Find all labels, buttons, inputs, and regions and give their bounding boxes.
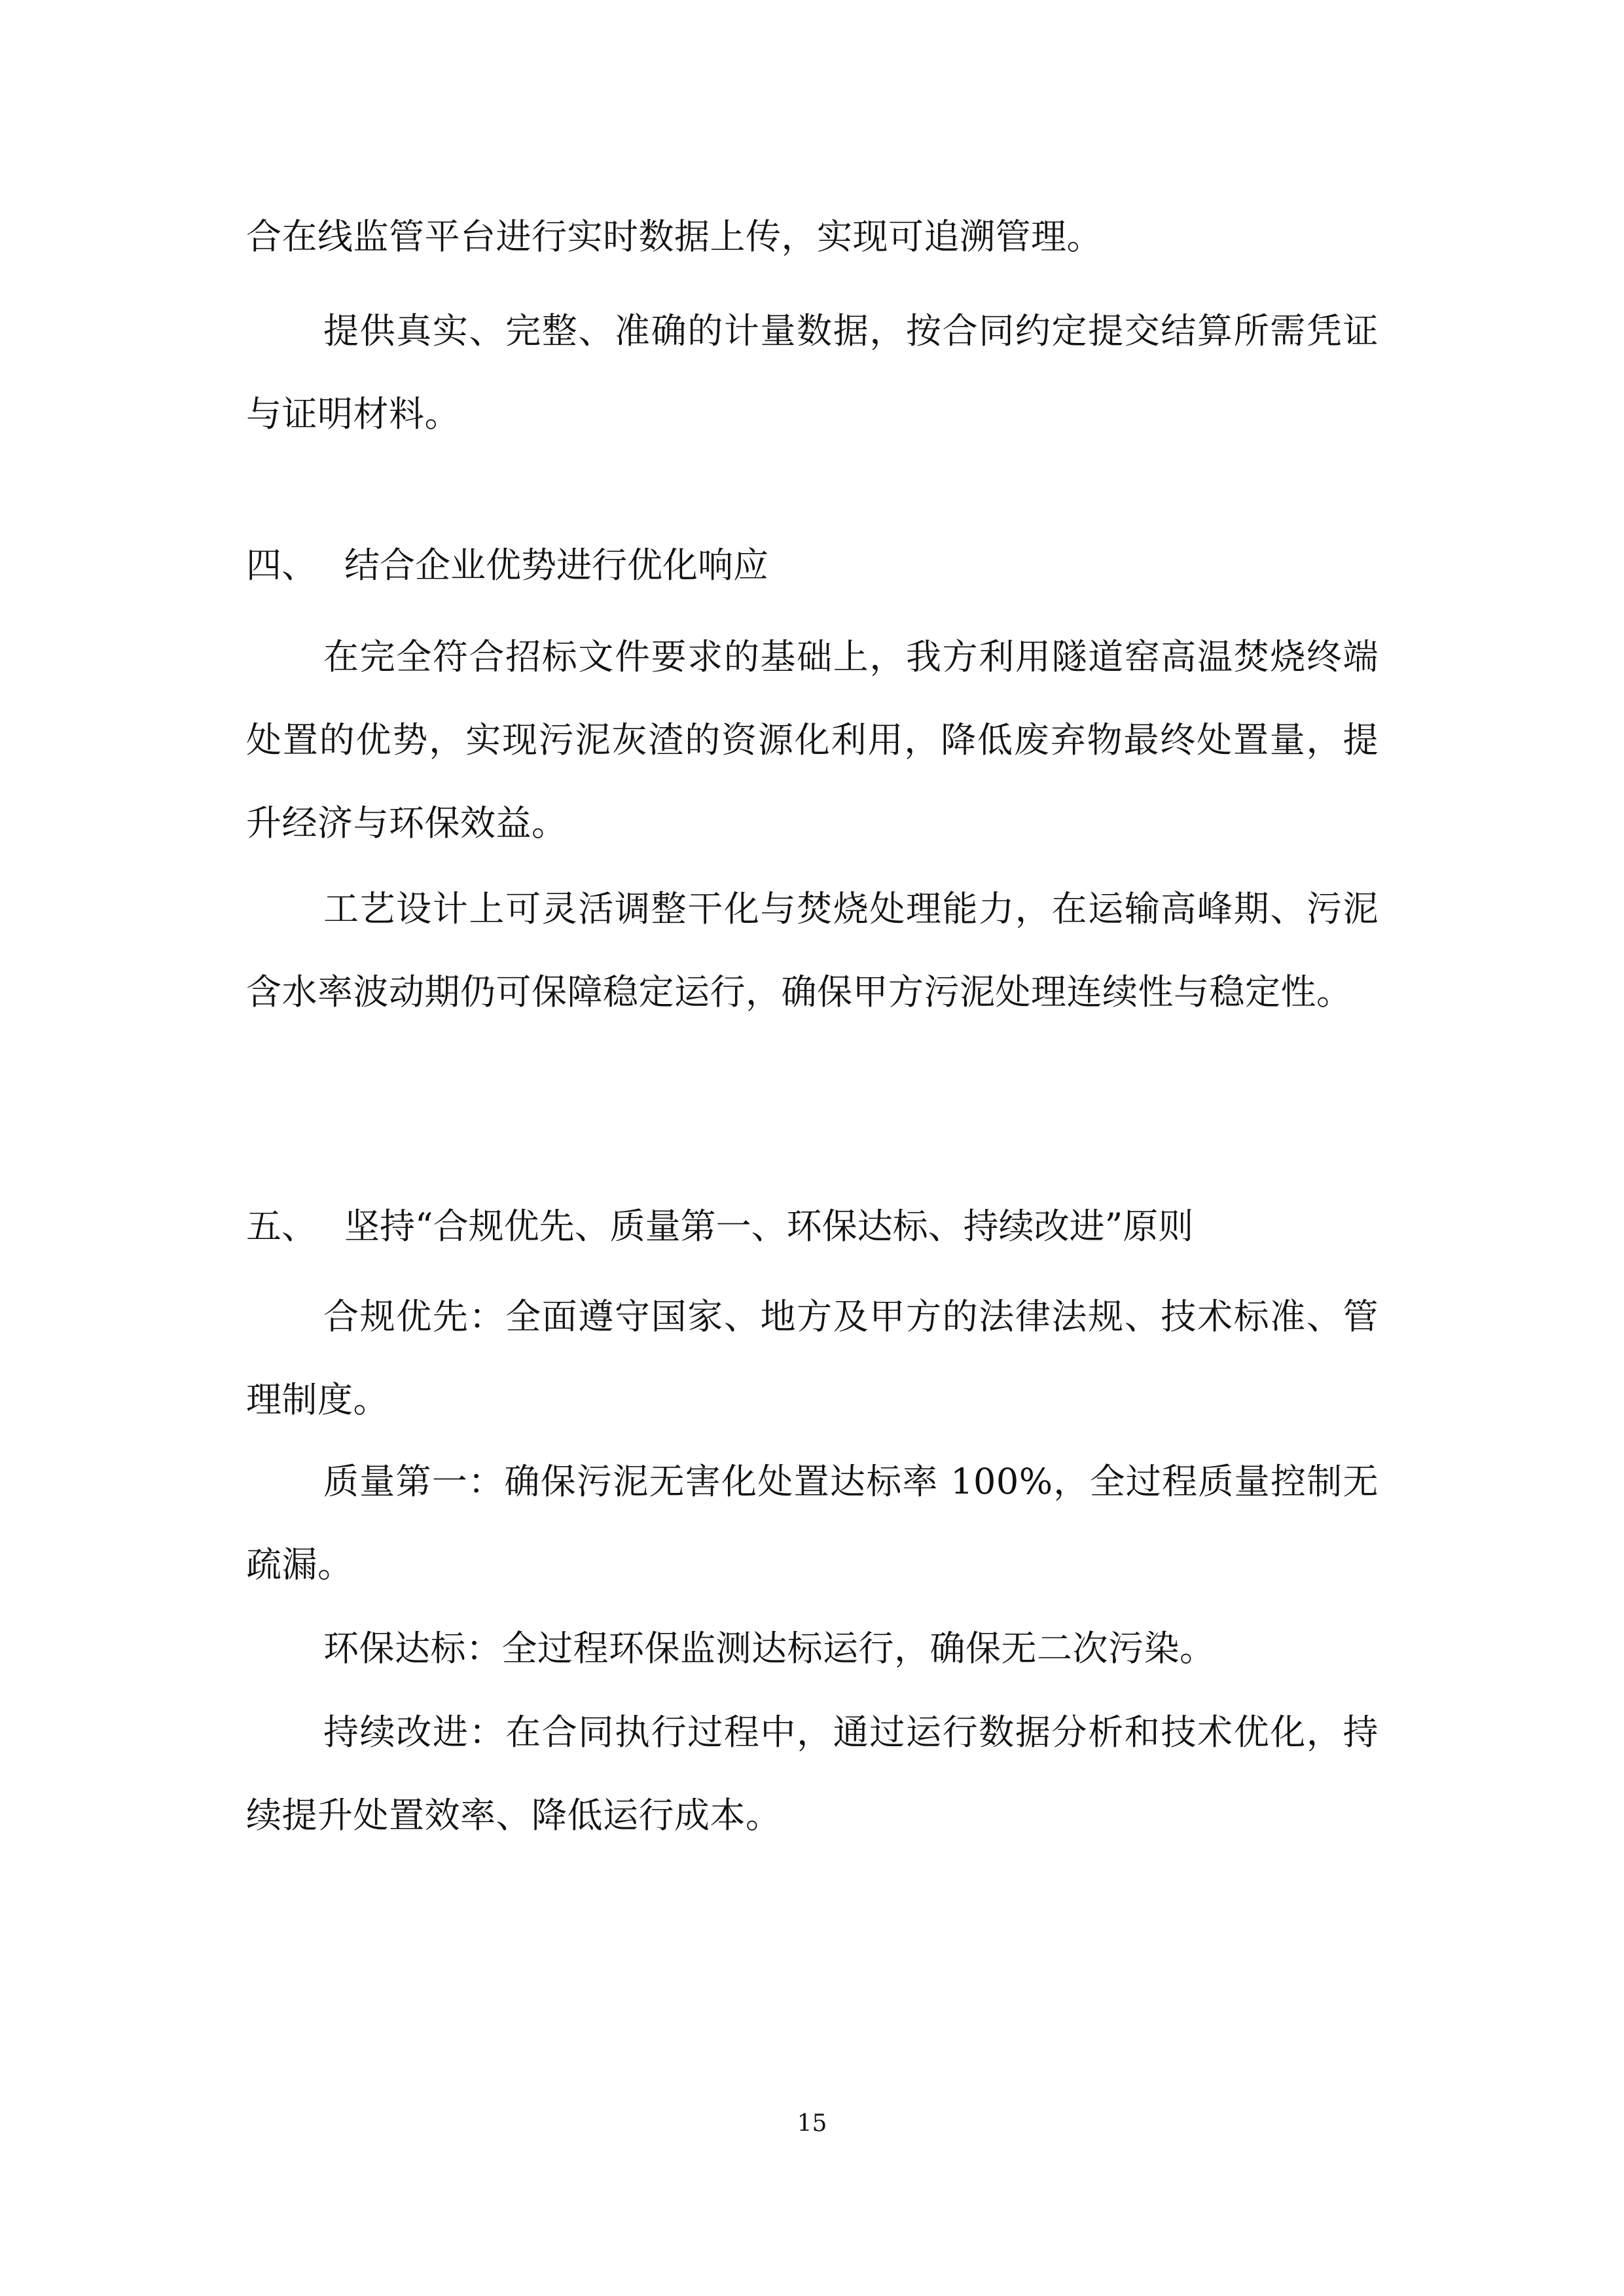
paragraph-continuous-improvement: 持续改进：在合同执行过程中，通过运行数据分析和技术优化，持续提升处置效率、降低运行成本。: [246, 1712, 1379, 1836]
paragraph-resource-utilization: 在完全符合招标文件要求的基础上，我方利用隧道窑高温焚烧终端处置的优势，实现污泥灰渣的资源化利用，降低废弃物最终处置量，提升经济与环保效益。: [246, 636, 1379, 844]
paragraph-realtime-upload: 合在线监管平台进行实时数据上传，实现可追溯管理。: [246, 216, 1102, 257]
section-heading-5: [246, 1185, 1193, 1268]
paragraph-quality-first: 质量第一：确保污泥无害化处置达标率 100%，全过程质量控制无疏漏。: [246, 1461, 1379, 1585]
section-heading-4: [246, 524, 768, 607]
paragraph-compliance-first: 合规优先：全面遵守国家、地方及甲方的法律法规、技术标准、管理制度。: [246, 1296, 1379, 1420]
section-title-4: 结合企业优势进行优化响应: [344, 545, 768, 586]
section-title-5: 坚持“合规优先、质量第一、环保达标、持续改进”原则: [344, 1206, 1194, 1247]
section-number-4: 四、: [246, 545, 317, 586]
page-number: 15: [797, 2110, 827, 2137]
paragraph-process-design: 工艺设计上可灵活调整干化与焚烧处理能力，在运输高峰期、污泥含水率波动期仍可保障稳定运行，确保甲方污泥处理连续性与稳定性。: [246, 888, 1379, 1013]
paragraph-metering-data: 提供真实、完整、准确的计量数据，按合同约定提交结算所需凭证与证明材料。: [246, 310, 1379, 435]
paragraph-environmental-compliance: 环保达标：全过程环保监测达标运行，确保无二次污染。: [323, 1628, 1216, 1669]
section-number-5: 五、: [246, 1206, 317, 1247]
